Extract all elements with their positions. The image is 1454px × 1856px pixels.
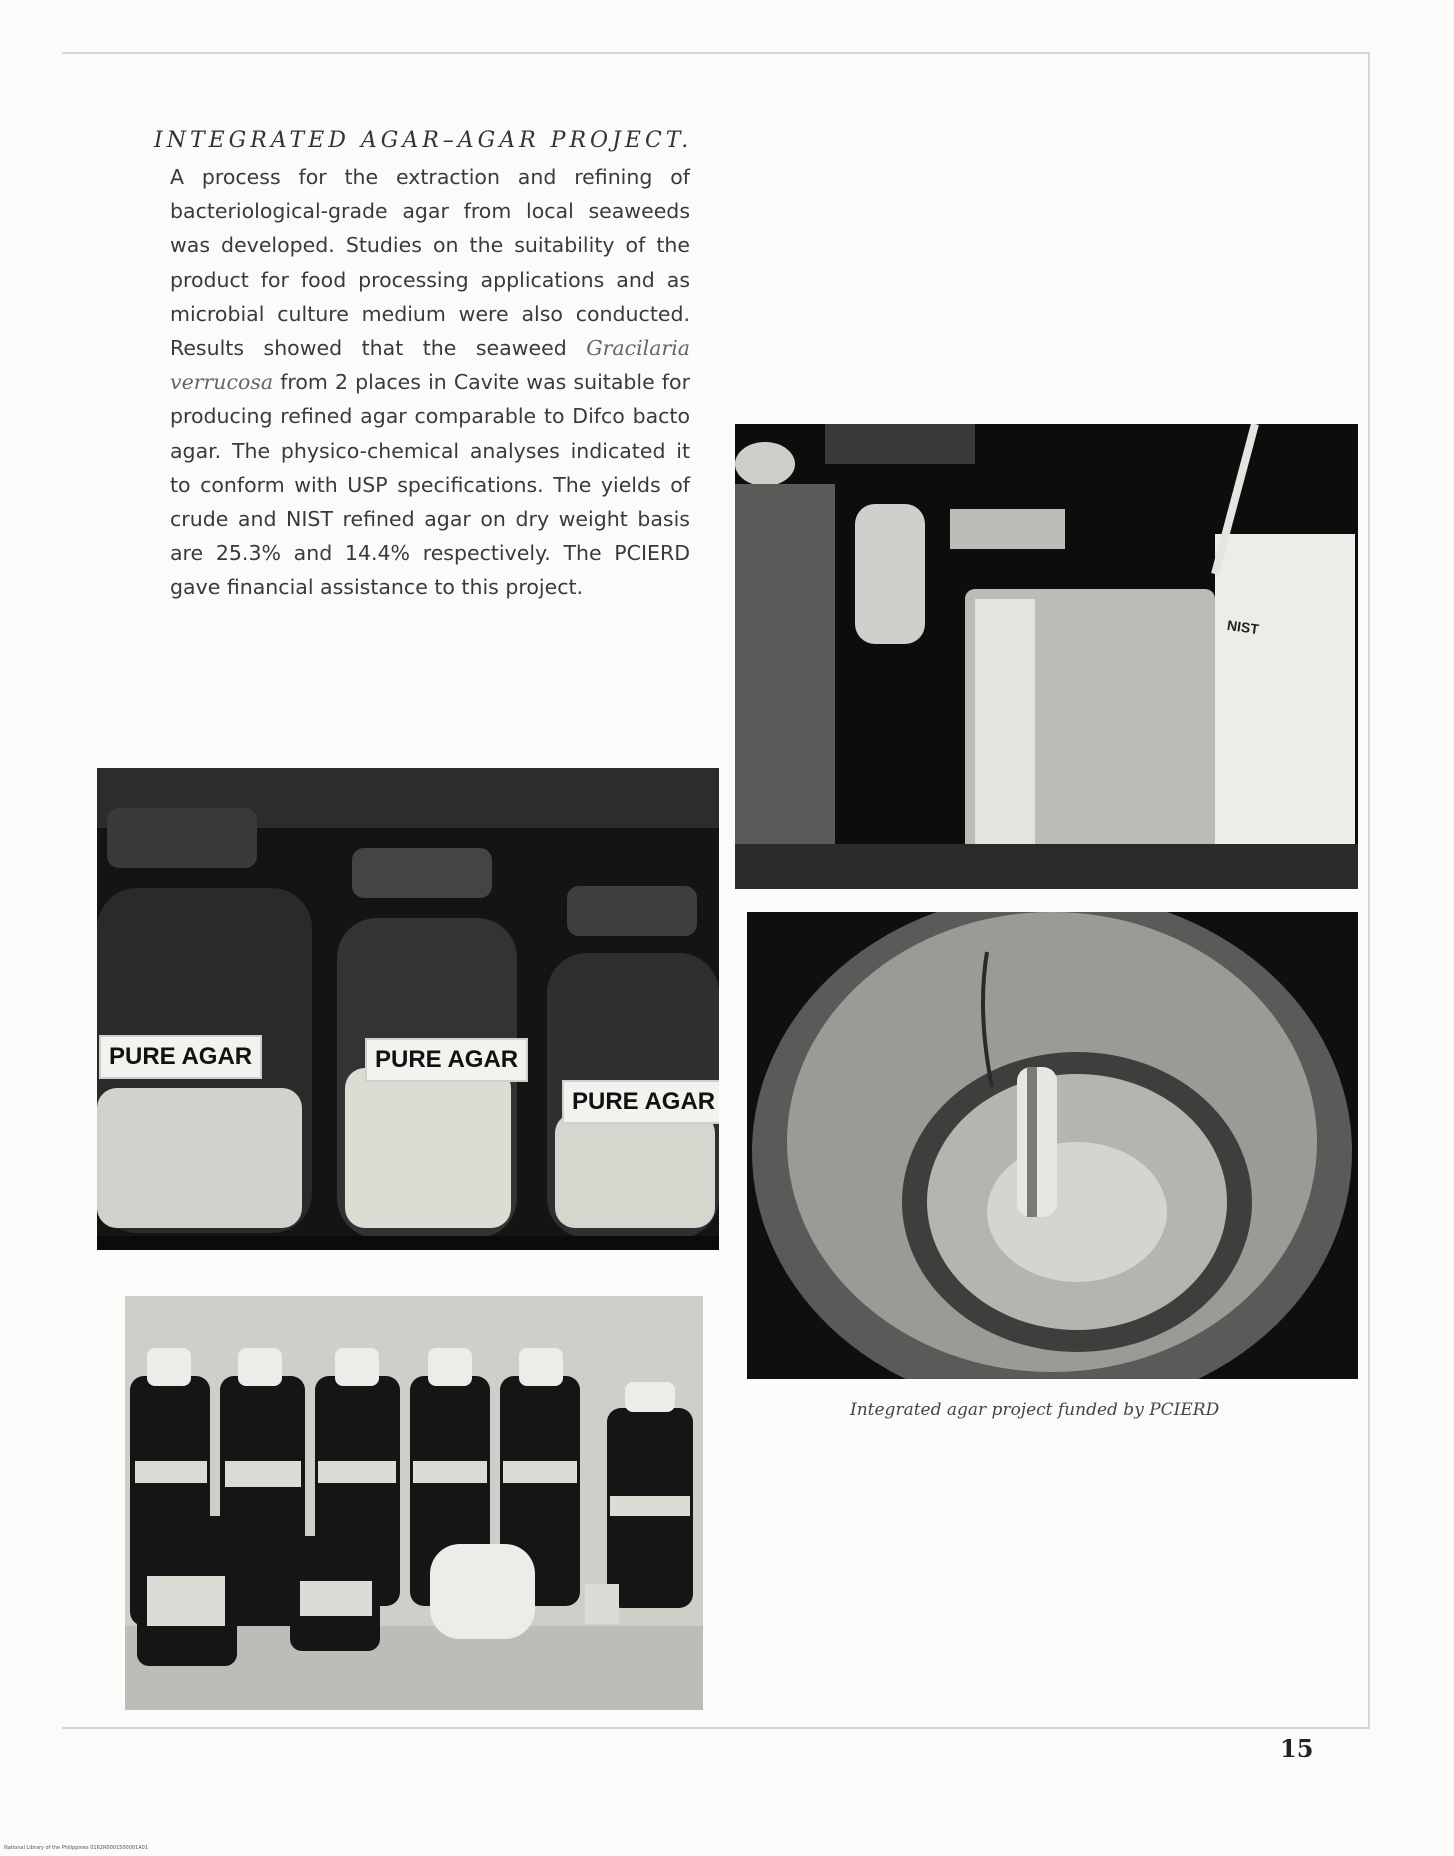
- photo-tank-interior: [747, 912, 1358, 1379]
- jar-label-2: PURE AGAR: [365, 1038, 528, 1082]
- paragraph-text-2: from 2 places in Cavite was suitable for producing refined agar comparable to Difco bacto agar. The physico-chemical analyses indicated it to conform with USP specifications. The yields of crude and NIST refined agar on dry weight basis are 25.3% and 14.4% respectively. The PCIERD gave financial assistance to this project.: [170, 370, 690, 600]
- tank-tag: NIST: [1226, 616, 1260, 638]
- archive-footer: National Library of the Philippines 0162R0001500001A01: [4, 1845, 149, 1851]
- jar-label-1: PURE AGAR: [99, 1035, 262, 1079]
- section-heading: INTEGRATED AGAR–AGAR PROJECT.: [154, 128, 693, 153]
- jar-label-3: PURE AGAR: [562, 1080, 719, 1124]
- tank-interior-illustration: [747, 912, 1358, 1379]
- paragraph-text-1: A process for the extraction and refining of bacteriological-grade agar from local seaweeds was developed. Studies on the suitability of the product for food processing applications and as microbial culture medium were also conducted. Results showed that the seaweed: [170, 165, 690, 361]
- agar-jars-illustration: [97, 768, 719, 1250]
- photo-workers-tank: [735, 424, 1358, 889]
- photo-agar-jars: [97, 768, 719, 1250]
- photo-agar-products: [125, 1296, 703, 1710]
- product-bottles-illustration: [125, 1296, 703, 1710]
- photo-caption: Integrated agar project funded by PCIERD: [850, 1400, 1220, 1420]
- species-name: Gracilaria verrucosa: [170, 336, 690, 395]
- workers-tank-illustration: [735, 424, 1358, 889]
- body-paragraph: [170, 160, 690, 605]
- page-number: 15: [1280, 1734, 1314, 1763]
